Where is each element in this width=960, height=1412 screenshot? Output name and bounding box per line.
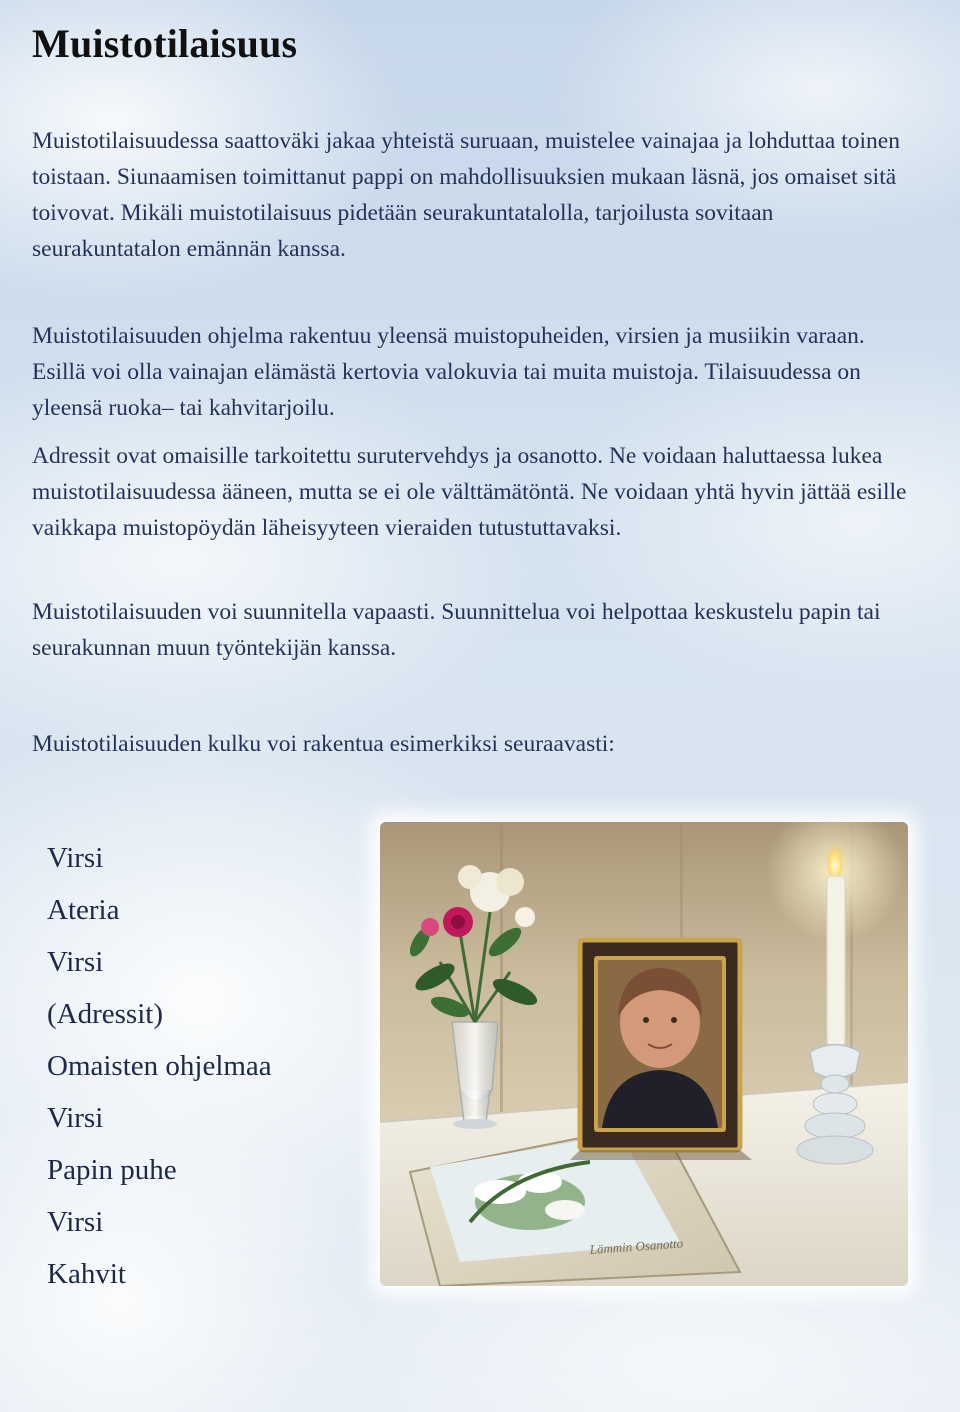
steps-intro: Muistotilaisuuden kulku voi rakentua esimerkiksi seuraavasti:	[32, 731, 615, 757]
portrait-frame	[570, 940, 752, 1160]
list-item: Papin puhe	[47, 1154, 177, 1186]
paragraph-adressit: Adressit ovat omaisille tarkoitettu surutervehdys ja osanotto. Ne voidaan haluttaessa lukea muistotilaisuudessa ääneen, mutta se ei ole välttämätöntä. Ne voidaan yhtä hyvin jättää esille vaikkapa muistopöydän läheisyyteen vieraiden tutustuttavaksi.	[32, 443, 907, 541]
memorial-table-photo	[380, 822, 908, 1286]
paragraph-program: Muistotilaisuuden ohjelma rakentuu yleensä muistopuheiden, virsien ja musiikin varaan. Esillä voi olla vainajan elämästä kertovia valokuvia tai muita muistoja. Tilaisuudessa on yleensä ruoka– tai kahvitarjoilu.	[32, 323, 865, 421]
list-item: Virsi	[47, 1206, 104, 1238]
list-item: Virsi	[47, 946, 104, 978]
list-item: Virsi	[47, 1102, 104, 1134]
list-item: Virsi	[47, 842, 104, 874]
page-title: Muistotilaisuus	[32, 21, 298, 66]
list-item: (Adressit)	[47, 998, 163, 1030]
svg-text:Lämmin Osanotto: Lämmin Osanotto	[589, 1235, 684, 1257]
paragraph-planning: Muistotilaisuuden voi suunnitella vapaasti. Suunnittelua voi helpottaa keskustelu papin tai seurakunnan muun työntekijän kanssa.	[32, 599, 881, 661]
list-item: Ateria	[47, 894, 120, 926]
list-item: Omaisten ohjelmaa	[47, 1050, 272, 1082]
list-item: Kahvit	[47, 1258, 126, 1290]
paragraph-intro: Muistotilaisuudessa saattoväki jakaa yhteistä suruaan, muistelee vainajaa ja lohduttaa toinen toistaan. Siunaamisen toimittanut pappi on mahdollisuuksien mukaan läsnä, jos omaiset sitä toivovat. Mikäli muistotilaisuus pidetään seurakuntatalolla, tarjoilusta sovitaan seurakuntatalon emännän kanssa.	[32, 128, 900, 262]
steps-list	[47, 832, 272, 1300]
